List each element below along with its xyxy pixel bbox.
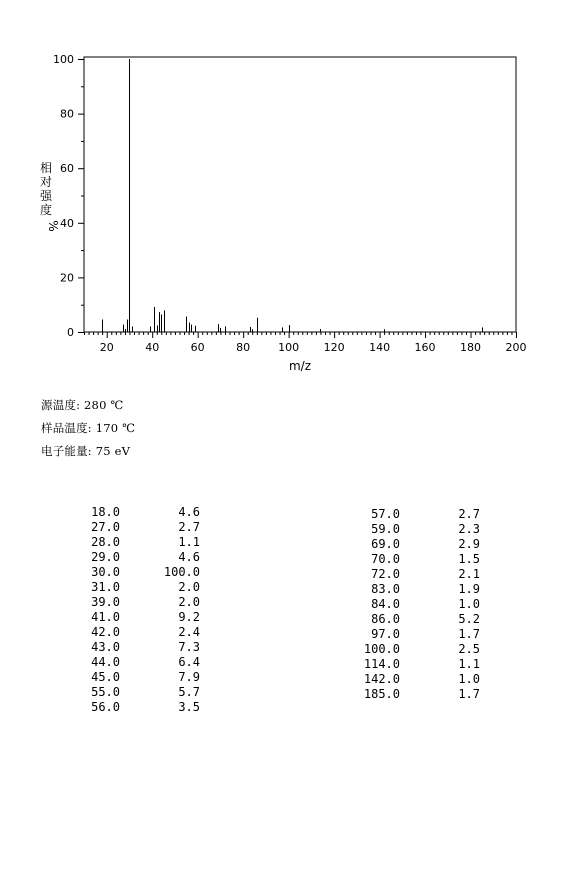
peak-mz: 28.0 [91,535,120,549]
x-tick-label: 120 [323,341,345,354]
peak-row [80,670,210,685]
peak-intensity: 9.2 [178,610,200,624]
peak-row [360,567,490,582]
peaks [103,59,483,332]
peak-mz: 18.0 [91,505,120,519]
plot-frame [84,57,516,332]
x-tick-label: 160 [414,341,436,354]
peak-mz: 142.0 [363,672,400,686]
y-tick-label: 100 [53,53,74,66]
mass-spectrum-chart [0,0,570,390]
peak-row [360,552,490,567]
axes [78,57,517,338]
peak-row [80,550,210,565]
peak-intensity: 4.6 [178,505,200,519]
peak-mz: 185.0 [363,687,400,701]
peak-mz: 84.0 [371,597,400,611]
x-tick-label: 40 [145,341,160,354]
peak-row [80,610,210,625]
peak-row [360,627,490,642]
peak-row [80,640,210,655]
y-tick-label: 0 [67,326,74,339]
peak-intensity: 1.7 [458,627,480,641]
peak-row [80,505,210,520]
peak-mz: 114.0 [363,657,400,671]
peak-row [360,582,490,597]
peak-mz: 45.0 [91,670,120,684]
peak-intensity: 2.9 [458,537,480,551]
peak-intensity: 2.7 [458,507,480,521]
x-tick-label: 80 [236,341,251,354]
peak-intensity: 5.2 [458,612,480,626]
y-tick-label: 80 [60,107,74,121]
peak-row [80,520,210,535]
peak-intensity: 2.0 [178,595,200,609]
peak-row [360,597,490,612]
x-tick-label: 180 [460,341,482,354]
peak-row [360,642,490,657]
peak-intensity: 2.0 [178,580,200,594]
source-temperature [41,397,124,413]
peak-row [80,655,210,670]
peak-row [360,687,490,702]
electron-energy-text: 电子能量: 75 eV [41,444,131,458]
peak-row [80,595,210,610]
y-axis-title-char: 对 [39,175,53,189]
peak-mz: 27.0 [91,520,120,534]
x-axis-title: m/z [288,359,312,373]
peak-intensity: 1.9 [458,582,480,596]
peak-intensity: 1.1 [458,657,480,671]
y-axis-title-char: 强 [39,189,53,203]
peak-intensity: 4.6 [178,550,200,564]
sample-temperature-text: 样品温度: 170 ℃ [41,421,136,435]
peak-intensity: 1.7 [458,687,480,701]
y-axis-title-char: 度 [39,203,53,217]
axis-titles [40,160,311,373]
peak-row [80,625,210,640]
electron-energy [41,443,130,459]
peak-table-right [360,507,490,702]
peak-row [360,537,490,552]
peak-intensity: 2.1 [458,567,480,581]
peak-intensity: 2.5 [458,642,480,656]
peak-mz: 69.0 [371,537,400,551]
peak-mz: 59.0 [371,522,400,536]
y-tick-label: 60 [60,162,74,176]
peak-intensity: 5.7 [178,685,200,699]
x-tick-label: 100 [278,341,300,354]
peak-intensity: 2.7 [178,520,200,534]
peak-row [360,657,490,672]
peak-mz: 72.0 [371,567,400,581]
peak-row [80,700,210,715]
peak-mz: 97.0 [371,627,400,641]
peak-row [80,565,210,580]
peak-mz: 55.0 [91,685,120,699]
peak-intensity: 7.3 [178,640,200,654]
peak-row [360,522,490,537]
peak-mz: 70.0 [371,552,400,566]
peak-row [80,535,210,550]
peak-mz: 44.0 [91,655,120,669]
peak-mz: 39.0 [91,595,120,609]
peak-mz: 43.0 [91,640,120,654]
peak-mz: 42.0 [91,625,120,639]
x-tick-label: 60 [190,341,205,354]
peak-table-left [80,505,210,715]
x-tick-label: 20 [99,341,114,354]
peak-row [360,612,490,627]
peak-mz: 100.0 [363,642,400,656]
peak-intensity: 1.0 [458,597,480,611]
peak-mz: 41.0 [91,610,120,624]
y-tick-label: 40 [60,216,74,230]
peak-intensity: 1.5 [458,552,480,566]
peak-intensity: 6.4 [178,655,200,669]
y-axis-title-percent: % [46,220,60,232]
peak-row [360,507,490,522]
peak-mz: 56.0 [91,700,120,714]
sample-temperature [41,420,135,436]
peak-intensity: 7.9 [178,670,200,684]
peak-intensity: 3.5 [178,700,200,714]
peak-row [80,685,210,700]
x-tick-label: 200 [505,341,527,354]
y-axis-title-char: 相 [39,161,53,175]
peak-mz: 86.0 [371,612,400,626]
peak-mz: 57.0 [371,507,400,521]
peak-row [360,672,490,687]
tick-labels [53,53,527,354]
y-tick-label: 20 [60,271,74,285]
peak-intensity: 2.4 [178,625,200,639]
peak-intensity: 1.0 [458,672,480,686]
peak-mz: 29.0 [91,550,120,564]
peak-intensity: 2.3 [458,522,480,536]
peak-row [80,580,210,595]
peak-mz: 30.0 [91,565,120,579]
source-temperature-text: 源温度: 280 ℃ [41,398,124,412]
x-tick-label: 140 [369,341,391,354]
peak-mz: 83.0 [371,582,400,596]
peak-mz: 31.0 [91,580,120,594]
peak-intensity: 1.1 [178,535,200,549]
peak-intensity: 100.0 [163,565,200,579]
